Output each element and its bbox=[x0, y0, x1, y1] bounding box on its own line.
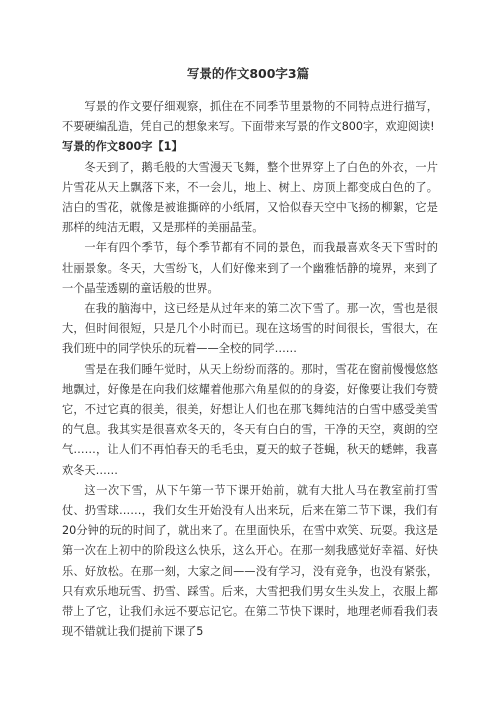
intro-paragraph: 写景的作文要仔细观察，抓住在不同季节里景物的不同特点进行描写，不要硬编乱造，凭自己的想象来写。下面带来写景的作文800字，欢迎阅读! bbox=[62, 100, 438, 134]
body-paragraph-3: 在我的脑海中，这已经是从过年来的第二次下雪了。那一次，雪也是很大，但时间很短，只是几个小时而已。现在这场雪的时间很长，雪很大，在我们班中的同学快乐的玩着——全校的同学…… bbox=[62, 302, 438, 356]
body-paragraph-1: 冬天到了，鹅毛般的大雪漫天飞舞，整个世界穿上了白色的外衣，一片片雪花从天上飘落下来，不一会儿，地上、树上、房顶上都变成白色的了。洁白的雪花，就像是被谁撕碎的小纸屑，又恰似春天空中飞扬的柳絮，它是那样的纯洁无暇，又是那样的美丽晶莹。 bbox=[62, 160, 438, 235]
body-paragraph-4: 雪是在我们睡午觉时，从天上纷纷而落的。那时，雪花在窗前慢慢悠悠地飘过，好像是在向我们炫耀着他那六角星似的的身姿，好像要让我们夸赞它，不过它真的很美，很美，好想让人们也在那飞舞纯洁的白雪中感受美雪的气息。我其实是很喜欢冬天的，冬天有白白的雪，干净的天空，爽朗的空气……，让人们不再怕春天的毛毛虫，夏天的蚊子苍蝇，秋天的蟋蟀，我喜欢冬天…… bbox=[62, 362, 438, 477]
body-paragraph-5: 这一次下雪，从下午第一节下课开始前，就有大批人马在教室前打雪仗、扔雪球……，我们女生开始没有人出来玩，后来在第二节下课，我们有20分钟的玩的时间了，就出来了。在里面快乐，在雪中欢笑、玩耍。我这是第一次在上初中的阶段这么快乐，这么开心。在那一刻我感觉好幸福、好快乐、好放松。在那一刻，大家之间——没有学习，没有竞争，也没有紧张，只有欢乐地玩雪、扔雪、踩雪。后来，大雪把我们男女生头发上，衣服上都带上了它，让我们永远不要忘记它。在第二节快下课时，地理老师看我们表现不错就让我们提前下课了5 bbox=[62, 483, 438, 639]
document-body bbox=[62, 97, 438, 642]
body-paragraph-2: 一年有四个季节，每个季节都有不同的景色，而我最喜欢冬天下雪时的壮丽景象。冬天，大雪纷飞，人们好像来到了一个幽雅恬静的境界，来到了一个晶莹透剔的童话般的世界。 bbox=[62, 241, 438, 295]
section-heading: 写景的作文800字【1】 bbox=[62, 140, 183, 154]
document-title: 写景的作文800字3篇 bbox=[186, 66, 310, 81]
